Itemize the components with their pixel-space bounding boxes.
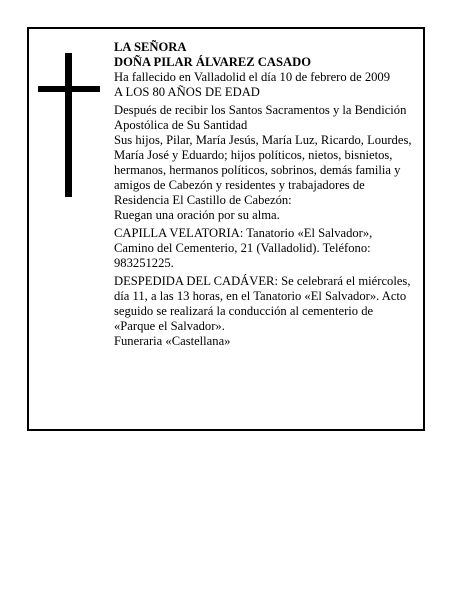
- cross-icon: [38, 53, 100, 197]
- cross-horizontal-bar: [38, 86, 100, 92]
- death-date-line: Ha fallecido en Valladolid el día 10 de febrero de 2009: [114, 70, 391, 84]
- deceased-name: DOÑA PILAR ÁLVAREZ CASADO: [114, 55, 311, 69]
- sacraments-paragraph: Después de recibir los Santos Sacramentos y la Bendición Apostólica de Su Santidad: [114, 103, 407, 132]
- funeral-home: Funeraria «Castellana»: [114, 334, 231, 348]
- age-line: A LOS 80 AÑOS DE EDAD: [114, 85, 260, 99]
- prayer-request: Ruegan una oración por su alma.: [114, 208, 280, 222]
- farewell-paragraph: DESPEDIDA DEL CADÁVER: Se celebrará el miércoles, día 11, a las 13 horas, en el Tanatorio «El Salvador». Acto seguido se realizará la conducción al cementerio de «Parque el Salvador».: [114, 274, 411, 333]
- family-paragraph: Sus hijos, Pilar, María Jesús, María Luz, Ricardo, Lourdes, María José y Eduardo; hijos políticos, nietos, bisnietos, hermanos, hermanos políticos, sobrinos, demás familia y amigos de Cabezón y residentes y trabajadores de Residencia El Castillo de Cabezón:: [114, 133, 412, 207]
- chapel-paragraph: CAPILLA VELATORIA: Tanatorio «El Salvador», Camino del Cementerio, 21 (Valladolid). Teléfono: 983251225.: [114, 226, 373, 270]
- cross-vertical-bar: [65, 53, 72, 197]
- notice-text: [114, 40, 414, 349]
- notice-heading-1: LA SEÑORA: [114, 40, 187, 54]
